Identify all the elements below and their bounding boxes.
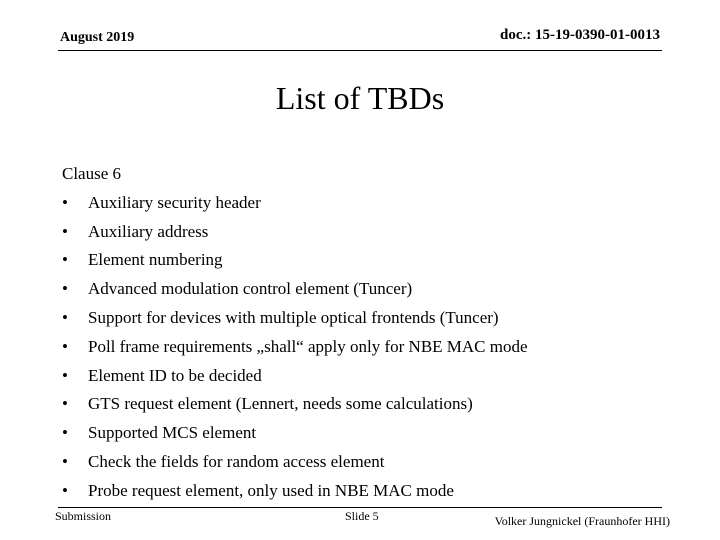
bullet-icon: • — [62, 192, 68, 212]
list-item — [62, 477, 682, 506]
bullet-icon: • — [62, 221, 68, 241]
bullet-icon: • — [62, 394, 68, 414]
bullet-icon: • — [62, 451, 68, 471]
list-item — [62, 333, 682, 362]
header-date: August 2019 — [60, 30, 135, 45]
header-doc-id: doc.: 15-19-0390-01-0013 — [500, 27, 660, 43]
bullet-icon: • — [62, 307, 68, 327]
footer-submission: Submission — [55, 509, 112, 523]
bullet-icon: • — [62, 480, 68, 500]
bullet-icon: • — [62, 336, 68, 356]
list-item-text: Element ID to be decided — [88, 365, 262, 385]
list-item — [62, 390, 682, 419]
list-item-text: Support for devices with multiple optical frontends (Tuncer) — [88, 307, 499, 327]
list-item-text: Supported MCS element — [88, 423, 257, 443]
slide-title: List of TBDs — [275, 80, 445, 116]
footer-author: Volker Jungnickel (Fraunhofer HHI) — [494, 514, 670, 528]
list-item-text: Auxiliary security header — [88, 192, 261, 212]
list-item-text: Auxiliary address — [88, 221, 209, 241]
header-divider — [58, 50, 662, 51]
list-item — [62, 246, 682, 275]
bullet-icon: • — [62, 365, 68, 385]
list-item-text: Check the fields for random access element — [88, 451, 385, 471]
footer-divider — [58, 507, 662, 508]
list-item — [62, 189, 682, 218]
list-item — [62, 304, 682, 333]
list-item — [62, 448, 682, 477]
list-item-text: GTS request element (Lennert, needs some calculations) — [88, 394, 473, 414]
list-item-text: Poll frame requirements „shall“ apply only for NBE MAC mode — [88, 336, 528, 356]
clause-heading: Clause 6 — [62, 164, 122, 183]
bullet-icon: • — [62, 423, 68, 443]
list-item-text: Probe request element, only used in NBE MAC mode — [88, 480, 454, 500]
footer-slide-number: Slide 5 — [345, 509, 379, 523]
list-item — [62, 218, 682, 247]
bullet-icon: • — [62, 279, 68, 299]
bullet-icon: • — [62, 250, 68, 270]
tbd-list — [62, 189, 682, 506]
list-item-text: Advanced modulation control element (Tuncer) — [88, 279, 413, 299]
list-item — [62, 419, 682, 448]
list-item — [62, 275, 682, 304]
list-item-text: Element numbering — [88, 250, 223, 270]
list-item — [62, 362, 682, 391]
slide-body — [62, 160, 682, 506]
